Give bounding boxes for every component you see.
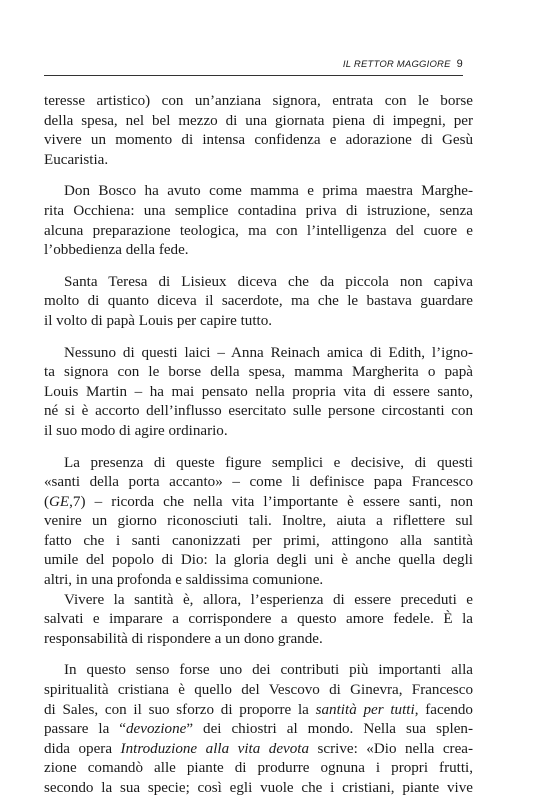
text-line: Nessuno di questi laici – Anna Reinach amica di Edith, l’igno- xyxy=(64,344,473,361)
text-line: l’obbedienza della fede. xyxy=(44,242,189,259)
text-line: teresse artistico) con un’anziana signora, entrata con le borse xyxy=(44,93,473,109)
text-line: vivere un momento di intensa confidenza e adorazione di Gesù xyxy=(44,132,473,149)
text-line: di Sales, con il suo sforzo di proporre la santità per tutti, facendo xyxy=(44,701,473,718)
text-line: spiritualità cristiana è quello del Vescovo di Ginevra, Francesco xyxy=(44,682,473,699)
body-text xyxy=(44,92,473,799)
paragraph xyxy=(44,591,473,650)
running-header xyxy=(44,58,463,70)
text-line: fatto che i santi canonizzati per primi, attingono alla santità xyxy=(44,532,473,549)
text-line: rita Occhiena: una semplice contadina priva di istruzione, senza xyxy=(44,202,473,219)
text-line: La presenza di queste figure semplici e decisive, di questi xyxy=(64,454,473,471)
text-line: Louis Martin – ha mai pensato nella propria vita di essere santo, xyxy=(44,383,473,400)
paragraph xyxy=(44,661,473,798)
paragraph xyxy=(44,182,473,260)
text-line: (GE,7) – ricorda che nella vita l’importante è essere santi, non xyxy=(44,493,473,510)
text-line: umile del popolo di Dio: la gloria degli uni è anche quella degli xyxy=(44,552,473,569)
paragraph xyxy=(44,454,473,591)
text-line: alcuna preparazione teologica, ma con l’intelligenza del cuore e xyxy=(44,222,473,239)
running-title: IL RETTOR MAGGIORE xyxy=(342,59,451,70)
text-line: In questo senso forse uno dei contributi più importanti alla xyxy=(64,662,473,679)
text-line: «santi della porta accanto» – come li definisce papa Francesco xyxy=(44,474,473,491)
text-line: Don Bosco ha avuto come mamma e prima maestra Marghe- xyxy=(64,183,473,200)
text-line: Eucaristia. xyxy=(44,151,109,168)
text-line: salvati e imparare a corrispondere a questo amore fedele. È la xyxy=(44,611,473,628)
text-line: il volto di papà Louis per capire tutto. xyxy=(44,312,273,329)
text-line: Vivere la santità è, allora, l’esperienza di essere preceduti e xyxy=(64,591,473,608)
text-line: venire un giorno riconosciuti tali. Inoltre, aiuta a riflettere sul xyxy=(44,513,473,530)
text-line: responsabilità di rispondere a un dono grande. xyxy=(44,630,323,647)
text-line: della spesa, nel bel mezzo di una giornata piena di impegni, per xyxy=(44,112,473,129)
paragraph xyxy=(44,92,473,170)
header-rule xyxy=(44,75,463,76)
text-line: dida opera Introduzione alla vita devota scrive: «Dio nella crea- xyxy=(44,740,474,757)
text-line: il suo modo di agire ordinario. xyxy=(44,422,228,439)
paragraph xyxy=(44,273,473,332)
page-number: 9 xyxy=(456,58,463,70)
text-line: né si è accorto dell’influsso esercitato sulle persone circostanti con xyxy=(44,403,473,420)
text-line: altri, in una profonda e saldissima comunione. xyxy=(44,572,324,589)
text-line: zione comandò alle piante di produrre ognuna i propri frutti, xyxy=(44,760,473,777)
text-line: molto di quanto diceva il sacerdote, ma che le bastava guardare xyxy=(44,293,473,310)
text-line: secondo la sua specie; così egli vuole che i cristiani, piante vive xyxy=(44,780,473,796)
text-line: passare la “devozione” dei chiostri al mondo. Nella sua splen- xyxy=(44,721,473,738)
text-line: ta signora con le borse della spesa, mamma Margherita o papà xyxy=(44,364,473,381)
text-line: Santa Teresa di Lisieux diceva che da piccola non capiva xyxy=(64,273,473,290)
paragraph xyxy=(44,344,473,442)
